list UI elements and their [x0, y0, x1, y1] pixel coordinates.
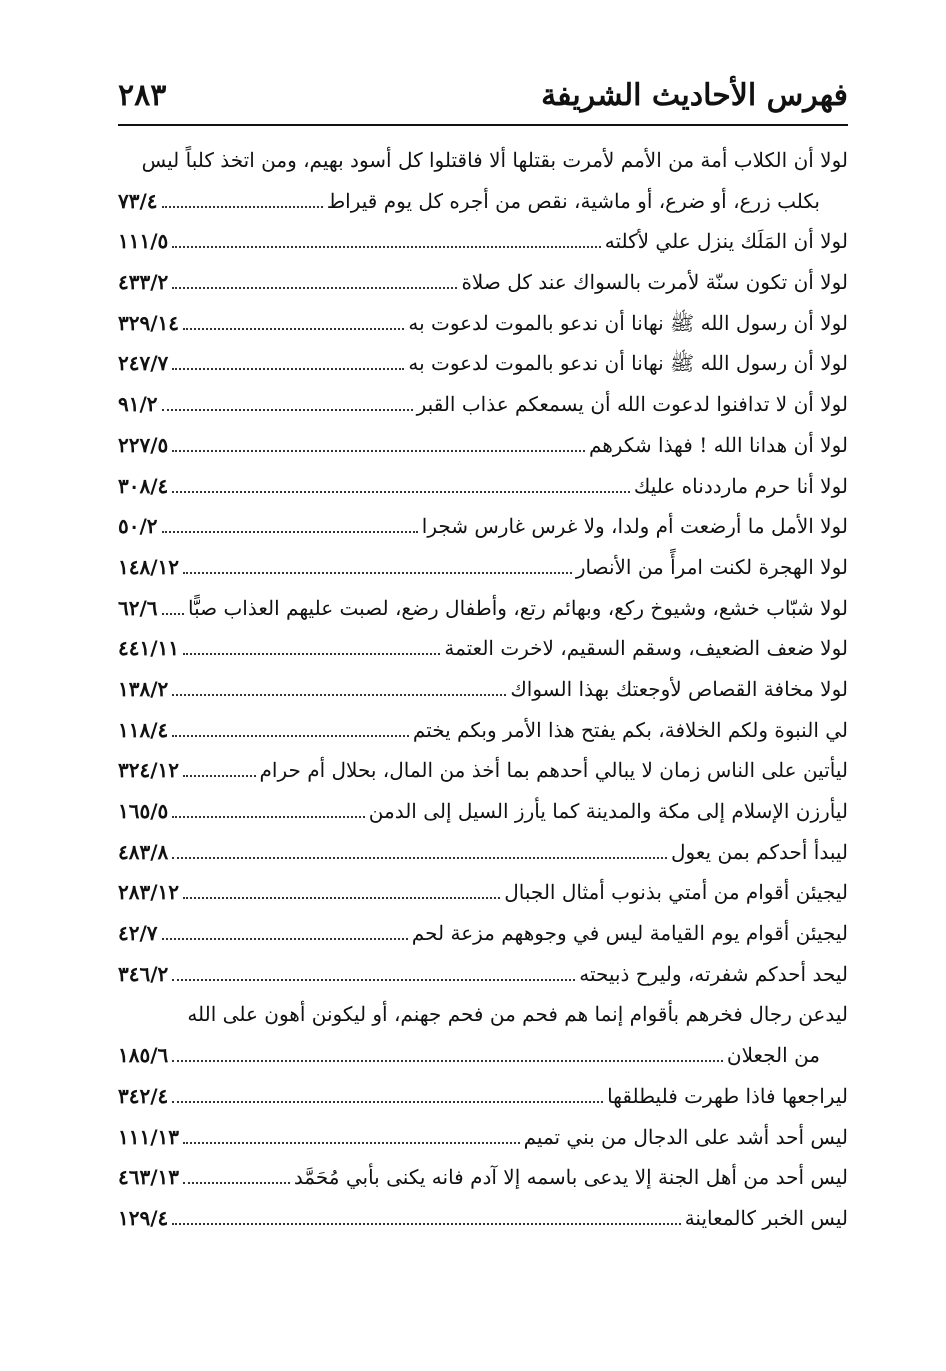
hadith-text: ليس أحد أشد على الدجال من بني تميم	[523, 1124, 848, 1149]
index-entry	[118, 750, 848, 791]
hadith-text: لولا أن تكون سنّة لأمرت بالسواك عند كل صلاة	[461, 270, 848, 295]
volume-page-ref: ٥٠/٢	[118, 514, 158, 539]
hadith-text: لولا أن هدانا الله ! فهذا شكرهم	[588, 432, 848, 457]
volume-page-ref: ١١٨/٤	[118, 717, 169, 742]
page-title: فهرس الأحاديث الشريفة	[541, 77, 848, 113]
index-entry	[118, 954, 848, 995]
volume-page-ref: ٣٠٨/٤	[118, 473, 169, 498]
index-entry	[118, 872, 848, 913]
volume-page-ref: ٤٨٣/٨	[118, 839, 169, 864]
hadith-text: لولا مخافة القصاص لأوجعتك بهذا السواك	[510, 676, 848, 701]
index-entry	[118, 425, 848, 466]
volume-page-ref: ٢٨٣/١٢	[118, 880, 180, 905]
index-entry	[118, 1157, 848, 1198]
volume-page-ref: ١٣٨/٢	[118, 676, 169, 701]
index-entry	[118, 994, 848, 1035]
index-entry	[118, 181, 848, 222]
dot-leader	[172, 857, 667, 859]
hadith-text: لي النبوة ولكم الخلافة، بكم يفتح هذا الأمر وبكم يختم	[412, 717, 848, 742]
hadith-text: لولا أنا حرم مارددناه عليك	[633, 473, 848, 498]
index-entry	[118, 832, 848, 873]
hadith-text: ليجيئن أقوام يوم القيامة ليس في وجوههم مزعة لحم	[411, 921, 848, 946]
hadith-text: ليبدأ أحدكم بمن يعول	[671, 839, 848, 864]
volume-page-ref: ١٨٥/٦	[118, 1043, 169, 1068]
index-entry	[118, 303, 848, 344]
hadith-text: ليس أحد من أهل الجنة إلا يدعى باسمه إلا آدم فانه يكنى بأبي مُحَمَّد	[293, 1165, 848, 1190]
volume-page-ref: ١١١/٥	[118, 229, 169, 254]
volume-page-ref: ١٦٥/٥	[118, 799, 169, 823]
hadith-text: ليس الخبر كالمعاينة	[684, 1205, 848, 1230]
hadith-text: لولا شبّاب خشع، وشيوخ ركع، وبهائم رتع، وأطفال رضع، لصبت عليهم العذاب صبًّا	[188, 595, 848, 620]
hadith-text: ليحد أحدكم شفرته، وليرح ذبيحته	[579, 961, 848, 986]
dot-leader	[162, 206, 323, 208]
volume-page-ref: ٤٤١/١١	[118, 636, 180, 661]
header-divider	[118, 124, 848, 126]
dot-leader	[183, 1182, 290, 1184]
index-entry	[118, 791, 848, 832]
page-header	[118, 66, 848, 124]
dot-leader	[162, 531, 418, 533]
volume-page-ref: ٣٢٤/١٢	[118, 758, 180, 783]
index-entry	[118, 384, 848, 425]
index-entry	[118, 1076, 848, 1117]
volume-page-ref: ٦٢/٦	[118, 595, 158, 620]
dot-leader	[172, 450, 585, 452]
dot-leader	[172, 1101, 603, 1103]
volume-page-ref: ٣٤٢/٤	[118, 1083, 169, 1108]
index-entry	[118, 1198, 848, 1239]
index-entry	[118, 669, 848, 710]
volume-page-ref: ٣٤٦/٢	[118, 961, 169, 986]
dot-leader	[162, 409, 413, 411]
hadith-text: لولا ضعف الضعيف، وسقم السقيم، لاخرت العتمة	[444, 636, 848, 661]
dot-leader	[172, 979, 575, 981]
hadith-text: لولا الهجرة لكنت امرأً من الأنصار	[575, 554, 848, 579]
hadith-text: لولا أن رسول الله ﷺ نهانا أن ندعو بالموت لدعوت به	[408, 351, 848, 376]
hadith-text: لولا أن رسول الله ﷺ نهانا أن ندعو بالموت لدعوت به	[408, 310, 848, 335]
volume-page-ref: ٤٣٣/٢	[118, 270, 169, 295]
dot-leader	[172, 816, 365, 818]
dot-leader	[172, 1060, 723, 1062]
dot-leader	[172, 1223, 680, 1225]
index-entry	[118, 547, 848, 588]
index-entry	[118, 1035, 848, 1076]
hadith-text: ليجيئن أقوام من أمتي بذنوب أمثال الجبال	[504, 880, 848, 905]
dot-leader	[183, 775, 255, 777]
dot-leader	[183, 572, 572, 574]
volume-page-ref: ٤٦٣/١٣	[118, 1165, 180, 1190]
hadith-text: لولا الأمل ما أرضعت أم ولدا، ولا غرس غارس شجرا	[421, 514, 848, 539]
index-entry	[118, 1117, 848, 1158]
hadith-text: لولا أن لا تدافنوا لدعوت الله أن يسمعكم عذاب القبر	[416, 392, 848, 417]
volume-page-ref: ١١١/١٣	[118, 1124, 180, 1149]
dot-leader	[162, 938, 408, 940]
volume-page-ref: ٢٢٧/٥	[118, 432, 169, 457]
hadith-text: ليراجعها فاذا طهرت فليطلقها	[607, 1083, 848, 1108]
dot-leader	[172, 735, 409, 737]
hadith-text: لولا أن الكلاب أمة من الأمم لأمرت بقتلها ألا فاقتلوا كل أسود بهيم، ومن اتخذ كلباً ليس	[141, 148, 848, 172]
volume-page-ref: ٤٢/٧	[118, 921, 158, 946]
index-entry	[118, 506, 848, 547]
hadith-text: من الجعلان	[726, 1043, 820, 1068]
volume-page-ref: ٩١/٢	[118, 392, 158, 417]
hadith-text: لولا أن المَلَك ينزل علي لأكلته	[604, 229, 848, 254]
hadith-index-list	[118, 140, 848, 1239]
index-entry	[118, 262, 848, 303]
volume-page-ref: ٢٤٧/٧	[118, 351, 169, 376]
page-number: ٢٨٣	[118, 77, 167, 113]
dot-leader	[183, 897, 500, 899]
volume-page-ref: ٣٢٩/١٤	[118, 310, 180, 335]
dot-leader	[172, 694, 506, 696]
index-entry	[118, 221, 848, 262]
index-entry	[118, 140, 848, 181]
index-entry	[118, 466, 848, 507]
dot-leader	[172, 246, 600, 248]
index-entry	[118, 913, 848, 954]
dot-leader	[172, 368, 404, 370]
volume-page-ref: ٧٣/٤	[118, 188, 158, 213]
dot-leader	[183, 1142, 520, 1144]
dot-leader	[162, 613, 184, 615]
dot-leader	[183, 328, 404, 330]
dot-leader	[183, 653, 440, 655]
volume-page-ref: ١٤٨/١٢	[118, 554, 180, 579]
index-entry	[118, 628, 848, 669]
volume-page-ref: ١٢٩/٤	[118, 1205, 169, 1230]
index-entry	[118, 710, 848, 751]
dot-leader	[172, 491, 630, 493]
hadith-text: ليأرزن الإسلام إلى مكة والمدينة كما يأرز السيل إلى الدمن	[368, 799, 848, 823]
index-entry	[118, 588, 848, 629]
hadith-text: بكلب زرع، أو ضرع، أو ماشية، نقص من أجره كل يوم قيراط	[326, 188, 820, 213]
hadith-text: ليأتين على الناس زمان لا يبالي أحدهم بما أخذ من المال، بحلال أم حرام	[259, 758, 848, 783]
index-entry	[118, 343, 848, 384]
dot-leader	[172, 287, 457, 289]
hadith-text: ليدعن رجال فخرهم بأقوام إنما هم فحم من فحم جهنم، أو ليكونن أهون على الله	[187, 1002, 848, 1027]
